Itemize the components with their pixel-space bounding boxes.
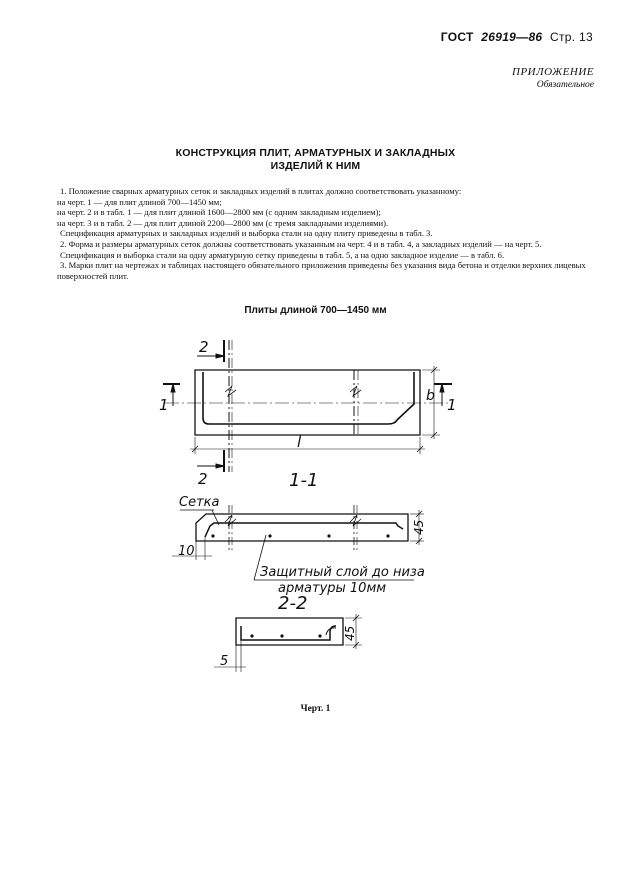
plan-view: [163, 340, 452, 472]
paragraph: на черт. 2 и в табл. 1 — для плит длиной 1600—2800 мм (с одним закладным изделием);: [57, 207, 381, 218]
plan-label-1-left: 1: [159, 396, 169, 414]
title-line-1: КОНСТРУКЦИЯ ПЛИТ, АРМАТУРНЫХ И ЗАКЛАДНЫХ: [175, 147, 456, 159]
appendix-status: Обязательное: [536, 80, 594, 90]
paragraph: Спецификация арматурных и закладных изделий и выборка стали на одну плиту приведены в табл. 3.: [60, 228, 433, 239]
figure-caption: Черт. 1: [300, 704, 331, 714]
section-2-2: [214, 614, 362, 672]
title-line-2: ИЗДЕЛИЙ К НИМ: [270, 160, 361, 172]
appendix-title: ПРИЛОЖЕНИЕ: [512, 66, 594, 78]
plan-label-1-right: 1: [447, 396, 457, 414]
standard-number: 26919—86: [481, 30, 543, 44]
paragraph: на черт. 3 и в табл. 2 — для плит длиной 2200—2800 мм (с тремя закладными изделиями).: [57, 217, 389, 228]
paragraph: 1. Положение сварных арматурных сеток и закладных изделий в плитах должно соответствовать указанному:: [60, 186, 462, 196]
paragraph: 2. Форма и размеры арматурных сеток должны соответствовать указанным на черт. 4 и в табл. 4, а закладных изделий — на черт. 5.: [60, 238, 542, 249]
section-title: Плиты длиной 700—1450 мм: [244, 305, 387, 316]
paragraph: 3. Марки плит на чертежах и таблицах настоящего обязательного приложения приведены без указания вида бетона и отделки верхних лицевых поверхностей плит.: [57, 260, 586, 281]
paragraph: на черт. 1 — для плит длиной 700—1450 мм;: [57, 196, 222, 207]
plan-label-2-bottom: 2: [198, 470, 208, 488]
cover-note-line-1: Защитный слой до низа: [260, 565, 425, 580]
dimension-10-label: 10: [178, 544, 195, 559]
plan-label-2-top: 2: [199, 338, 209, 356]
mesh-label: Сетка: [179, 495, 220, 510]
rebar-dots-1: [211, 534, 389, 537]
cover-note-line-2: арматуры 10мм: [278, 581, 387, 596]
page-number: Стр. 13: [550, 30, 593, 44]
paragraph: Спецификация и выборка стали на одну арматурную сетку приведены в табл. 5, а на одно закладное изделие — в табл. 6.: [60, 249, 505, 260]
rebar-dots-2: [250, 634, 321, 637]
dimension-45-label-2: 45: [343, 625, 357, 641]
dimension-45-label-1: 45: [412, 519, 426, 535]
section-1-title: 1-1: [289, 470, 319, 491]
dimension-width-label: b: [426, 388, 435, 404]
standard-prefix: ГОСТ: [440, 30, 474, 44]
dimension-length-label: l: [297, 433, 302, 451]
dimension-5-label: 5: [220, 654, 229, 669]
section-2-title: 2-2: [278, 593, 308, 614]
